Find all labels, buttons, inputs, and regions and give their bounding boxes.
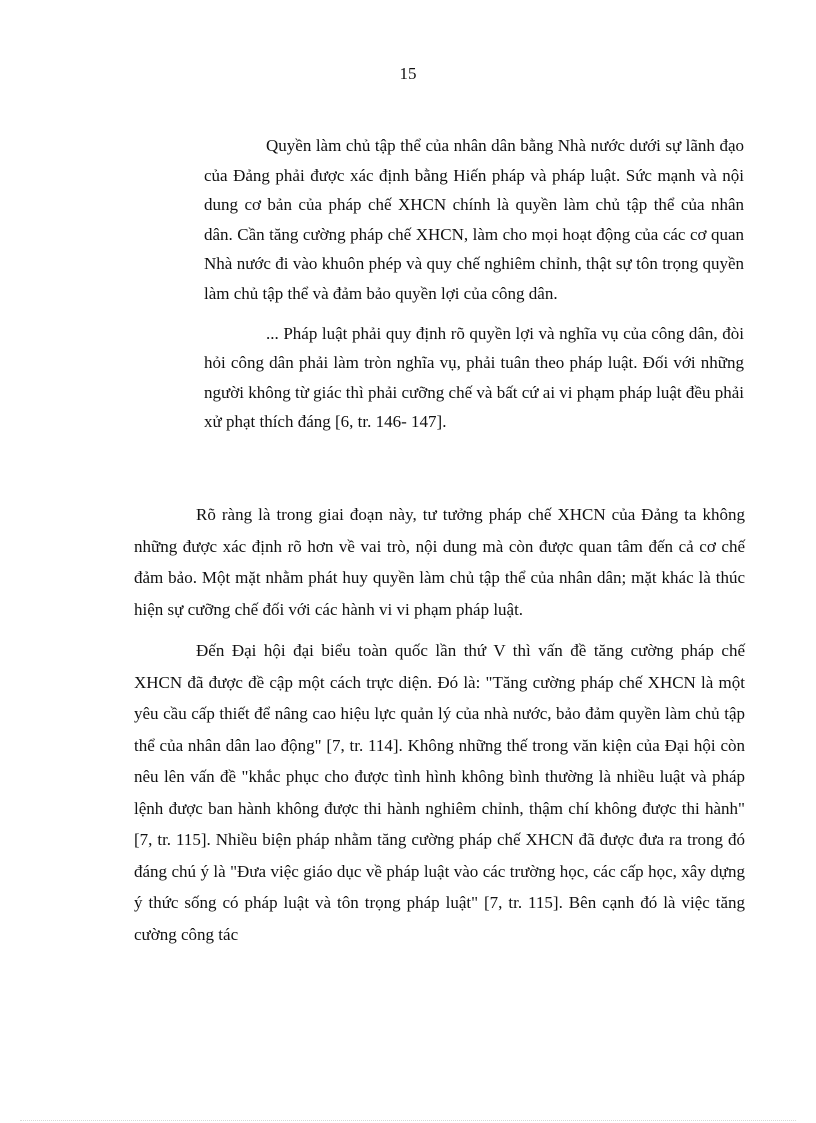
body-paragraph-1: Rõ ràng là trong giai đoạn này, tư tưởng pháp chế XHCN của Đảng ta không những được xác định rõ hơn về vai trò, nội dung mà còn được quan tâm đến cả cơ chế đảm bảo. Một mặt nhằm phát huy quyền làm chủ tập thể của nhân dân; mặt khác là thúc hiện sự cưỡng chế đối với các hành vi vi phạm pháp luật. — [134, 505, 745, 619]
body-paragraph-2: Đến Đại hội đại biểu toàn quốc lần thứ V thì vấn đề tăng cường pháp chế XHCN đã được đề cập một cách trực diện. Đó là: "Tăng cường pháp chế XHCN là một yêu cầu cấp thiết để nâng cao hiệu lực quản lý của nhà nước, bảo đảm quyền làm chủ tập thể của nhân dân lao động" [7, tr. 114]. Không những thế trong văn kiện của Đại hội còn nêu lên vấn đề "khắc phục cho được tình hình không bình thường là nhiều luật và pháp lệnh được ban hành không được thi hành nghiêm chỉnh, thậm chí không được thi hành" [7, tr. 115]. Nhiều biện pháp nhằm tăng cường pháp chế XHCN đã được đưa ra trong đó đáng chú ý là "Đưa việc giáo dục về pháp luật vào các trường học, các cấp học, xây dựng ý thức sống có pháp luật và tôn trọng pháp luật" [7, tr. 115]. Bên cạnh đó là việc tăng cường công tác — [134, 641, 745, 944]
page-number: 15 — [399, 64, 417, 83]
quote-paragraph-1: Quyền làm chủ tập thể của nhân dân bằng Nhà nước dưới sự lãnh đạo của Đảng phải được xác định bằng Hiến pháp và pháp luật. Sức mạnh và nội dung cơ bản của pháp chế XHCN chính là quyền làm chủ tập thể của nhân dân. Cần tăng cường pháp chế XHCN, làm cho mọi hoạt động của các cơ quan Nhà nước đi vào khuôn phép và quy chế nghiêm chỉnh, thật sự tôn trọng quyền làm chủ tập thể và đảm bảo quyền lợi của công dân. — [204, 136, 744, 303]
quote-paragraph-2: ... Pháp luật phải quy định rõ quyền lợi và nghĩa vụ của công dân, đòi hỏi công dân phải làm tròn nghĩa vụ, phải tuân theo pháp luật. Đối với những người không từ giác thì phải cưỡng chế và bất cứ ai vi phạm pháp luật đều phải xử phạt thích đáng [6, tr. 146- 147]. — [204, 323, 744, 432]
body-text — [134, 499, 745, 950]
page-bottom-border — [20, 1120, 796, 1121]
quotation-block — [204, 131, 744, 437]
